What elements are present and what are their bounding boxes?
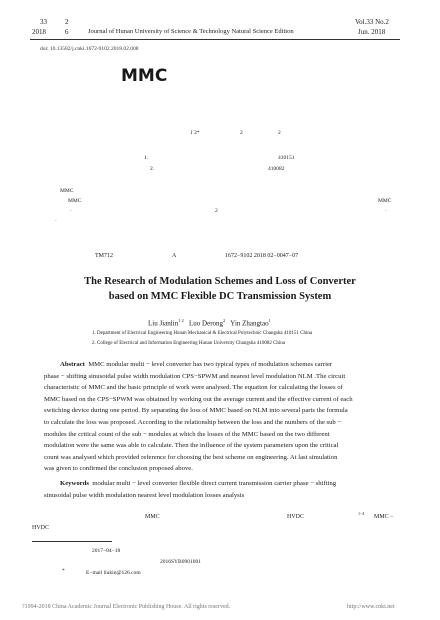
cn-abstract-line-3a: · bbox=[70, 208, 72, 214]
footnote-received: 2017−04−18 bbox=[92, 548, 121, 554]
cn-affil-1-zip: 410151 bbox=[278, 155, 295, 161]
cn-author-2-sup: 2 bbox=[240, 130, 243, 136]
doi: doi: 10.13582/j.cnki.1672-9102.2018.02.008 bbox=[40, 46, 139, 52]
en-title-line-1: The Research of Modulation Schemes and Loss of Converter bbox=[84, 276, 356, 287]
header-date: Jun. 2018 bbox=[358, 28, 386, 36]
abstract-line: modules the critical count of the sub − modules at which the losses of the MMC based on the two different bbox=[44, 430, 330, 438]
header-number: 2 bbox=[65, 18, 69, 26]
cn-title: MMC bbox=[121, 66, 168, 86]
footnote-email: E−mail liukin@126.com bbox=[86, 570, 141, 576]
abstract-label: Abstract bbox=[60, 361, 85, 368]
cn-affil-1: 1. bbox=[144, 155, 149, 161]
header-rule bbox=[30, 39, 400, 40]
keywords-line: modular multi − level converter flexible direct current transmission carrier phase − shifting bbox=[92, 480, 337, 487]
en-author-1: Liu Jianlin bbox=[148, 319, 179, 328]
cn-abstract-line-3c: · bbox=[385, 208, 387, 214]
document-code: A bbox=[172, 253, 177, 259]
en-author-3-sup: 1 bbox=[268, 318, 271, 323]
cn-affil-2: 2. bbox=[150, 166, 155, 172]
abstract-line: MMC modular multi − level converter has two typical types of modulation schemes carrier bbox=[88, 361, 333, 368]
cn-abstract-line-3b: 2 bbox=[215, 208, 218, 214]
footnote-fund: 2016SYB0901001 bbox=[160, 559, 201, 565]
journal-name: Journal of Hunan University of Science & Technology Natural Science Edition bbox=[88, 28, 294, 35]
abstract-line: MMC based on the CPS−SPWM was obtained by working out the average current and the effective current of each bbox=[44, 395, 353, 403]
cn-abstract-line-2b: MMC bbox=[378, 198, 392, 204]
body-hvdc: HVDC bbox=[287, 514, 305, 520]
en-title-line-2: based on MMC Flexible DC Transmission System bbox=[108, 291, 332, 302]
cn-author-1-sup: 1 2* bbox=[190, 130, 200, 136]
body-hvdc-2: HVDC bbox=[32, 525, 50, 531]
abstract-line: switching device during one period. By separating the loss of MMC based on NLM into several parts the formula bbox=[44, 407, 348, 415]
body-ref: 1−4 bbox=[358, 511, 365, 516]
cn-author-3-sup: 2 bbox=[278, 130, 281, 136]
en-author-1-sup: 1 2 bbox=[178, 318, 184, 323]
abstract bbox=[44, 359, 400, 475]
cn-abstract-line-2a: MMC bbox=[68, 198, 82, 204]
en-affil-2: 2. College of Electrical and Information Engineering Hunan University Changsha 410082 China bbox=[92, 341, 286, 346]
keywords-label: Keywords bbox=[60, 480, 89, 487]
footer-copyright: ?1994-2018 China Academic Journal Electronic Publishing House. All rights reserved. bbox=[22, 604, 231, 610]
footnote-star: * bbox=[62, 568, 65, 574]
cn-abstract-line-1: MMC bbox=[60, 188, 74, 194]
en-author-3: Yin Zhangtao bbox=[230, 319, 269, 328]
en-author-2: Luo Derong bbox=[189, 319, 224, 328]
en-author-2-sup: 2 bbox=[223, 318, 226, 323]
header-year: 2018 bbox=[32, 28, 46, 36]
body-mmc-2: MMC − bbox=[374, 514, 394, 520]
abstract-line: to calculate the loss was proposed. According to the relationship between the loss and the numbers of the sub − bbox=[44, 418, 342, 426]
en-affil-1: 1. Department of Electrical Engineering Hunan Mechanical & Electrical Polytechnic Changsha 410151 China bbox=[92, 331, 313, 336]
footer-url[interactable]: http://www.cnki.net bbox=[347, 604, 395, 610]
keywords-line: sinusoidal pulse width modulation nearest level modulation losses analysis bbox=[44, 491, 245, 499]
en-authors bbox=[148, 318, 271, 327]
article-number: 1672−9102 2018 02−0047−07 bbox=[225, 253, 299, 259]
abstract-line: count was analysed which provided reference for choosing the best scheme on engineering. At last simulation bbox=[44, 453, 338, 461]
clc-number: TM712 bbox=[95, 253, 113, 259]
keywords bbox=[44, 478, 400, 501]
abstract-line: phase − shifting sinusoidal pulse width modulation CPS−SPWM and nearest level modulation NLM .The circuit bbox=[44, 372, 346, 380]
abstract-line: modulation were the same was able to calculate. Then the influence of the system parameters upon the critical bbox=[44, 442, 339, 450]
header-vol-no: Vol.33 No.2 bbox=[355, 18, 389, 26]
cn-affil-2-zip: 410082 bbox=[268, 166, 285, 172]
footnote-rule bbox=[32, 541, 112, 542]
header-month: 6 bbox=[65, 28, 69, 36]
abstract-line: was given to confirmed the conclusion proposed above. bbox=[44, 465, 193, 473]
cn-abstract-line-4: · bbox=[55, 218, 57, 224]
abstract-line: characteristic of MMC and the basic principle of work were analysed. The equation for calculating the losses of bbox=[44, 384, 343, 392]
header-volume: 33 bbox=[40, 18, 47, 26]
body-mmc: MMC bbox=[145, 514, 160, 520]
